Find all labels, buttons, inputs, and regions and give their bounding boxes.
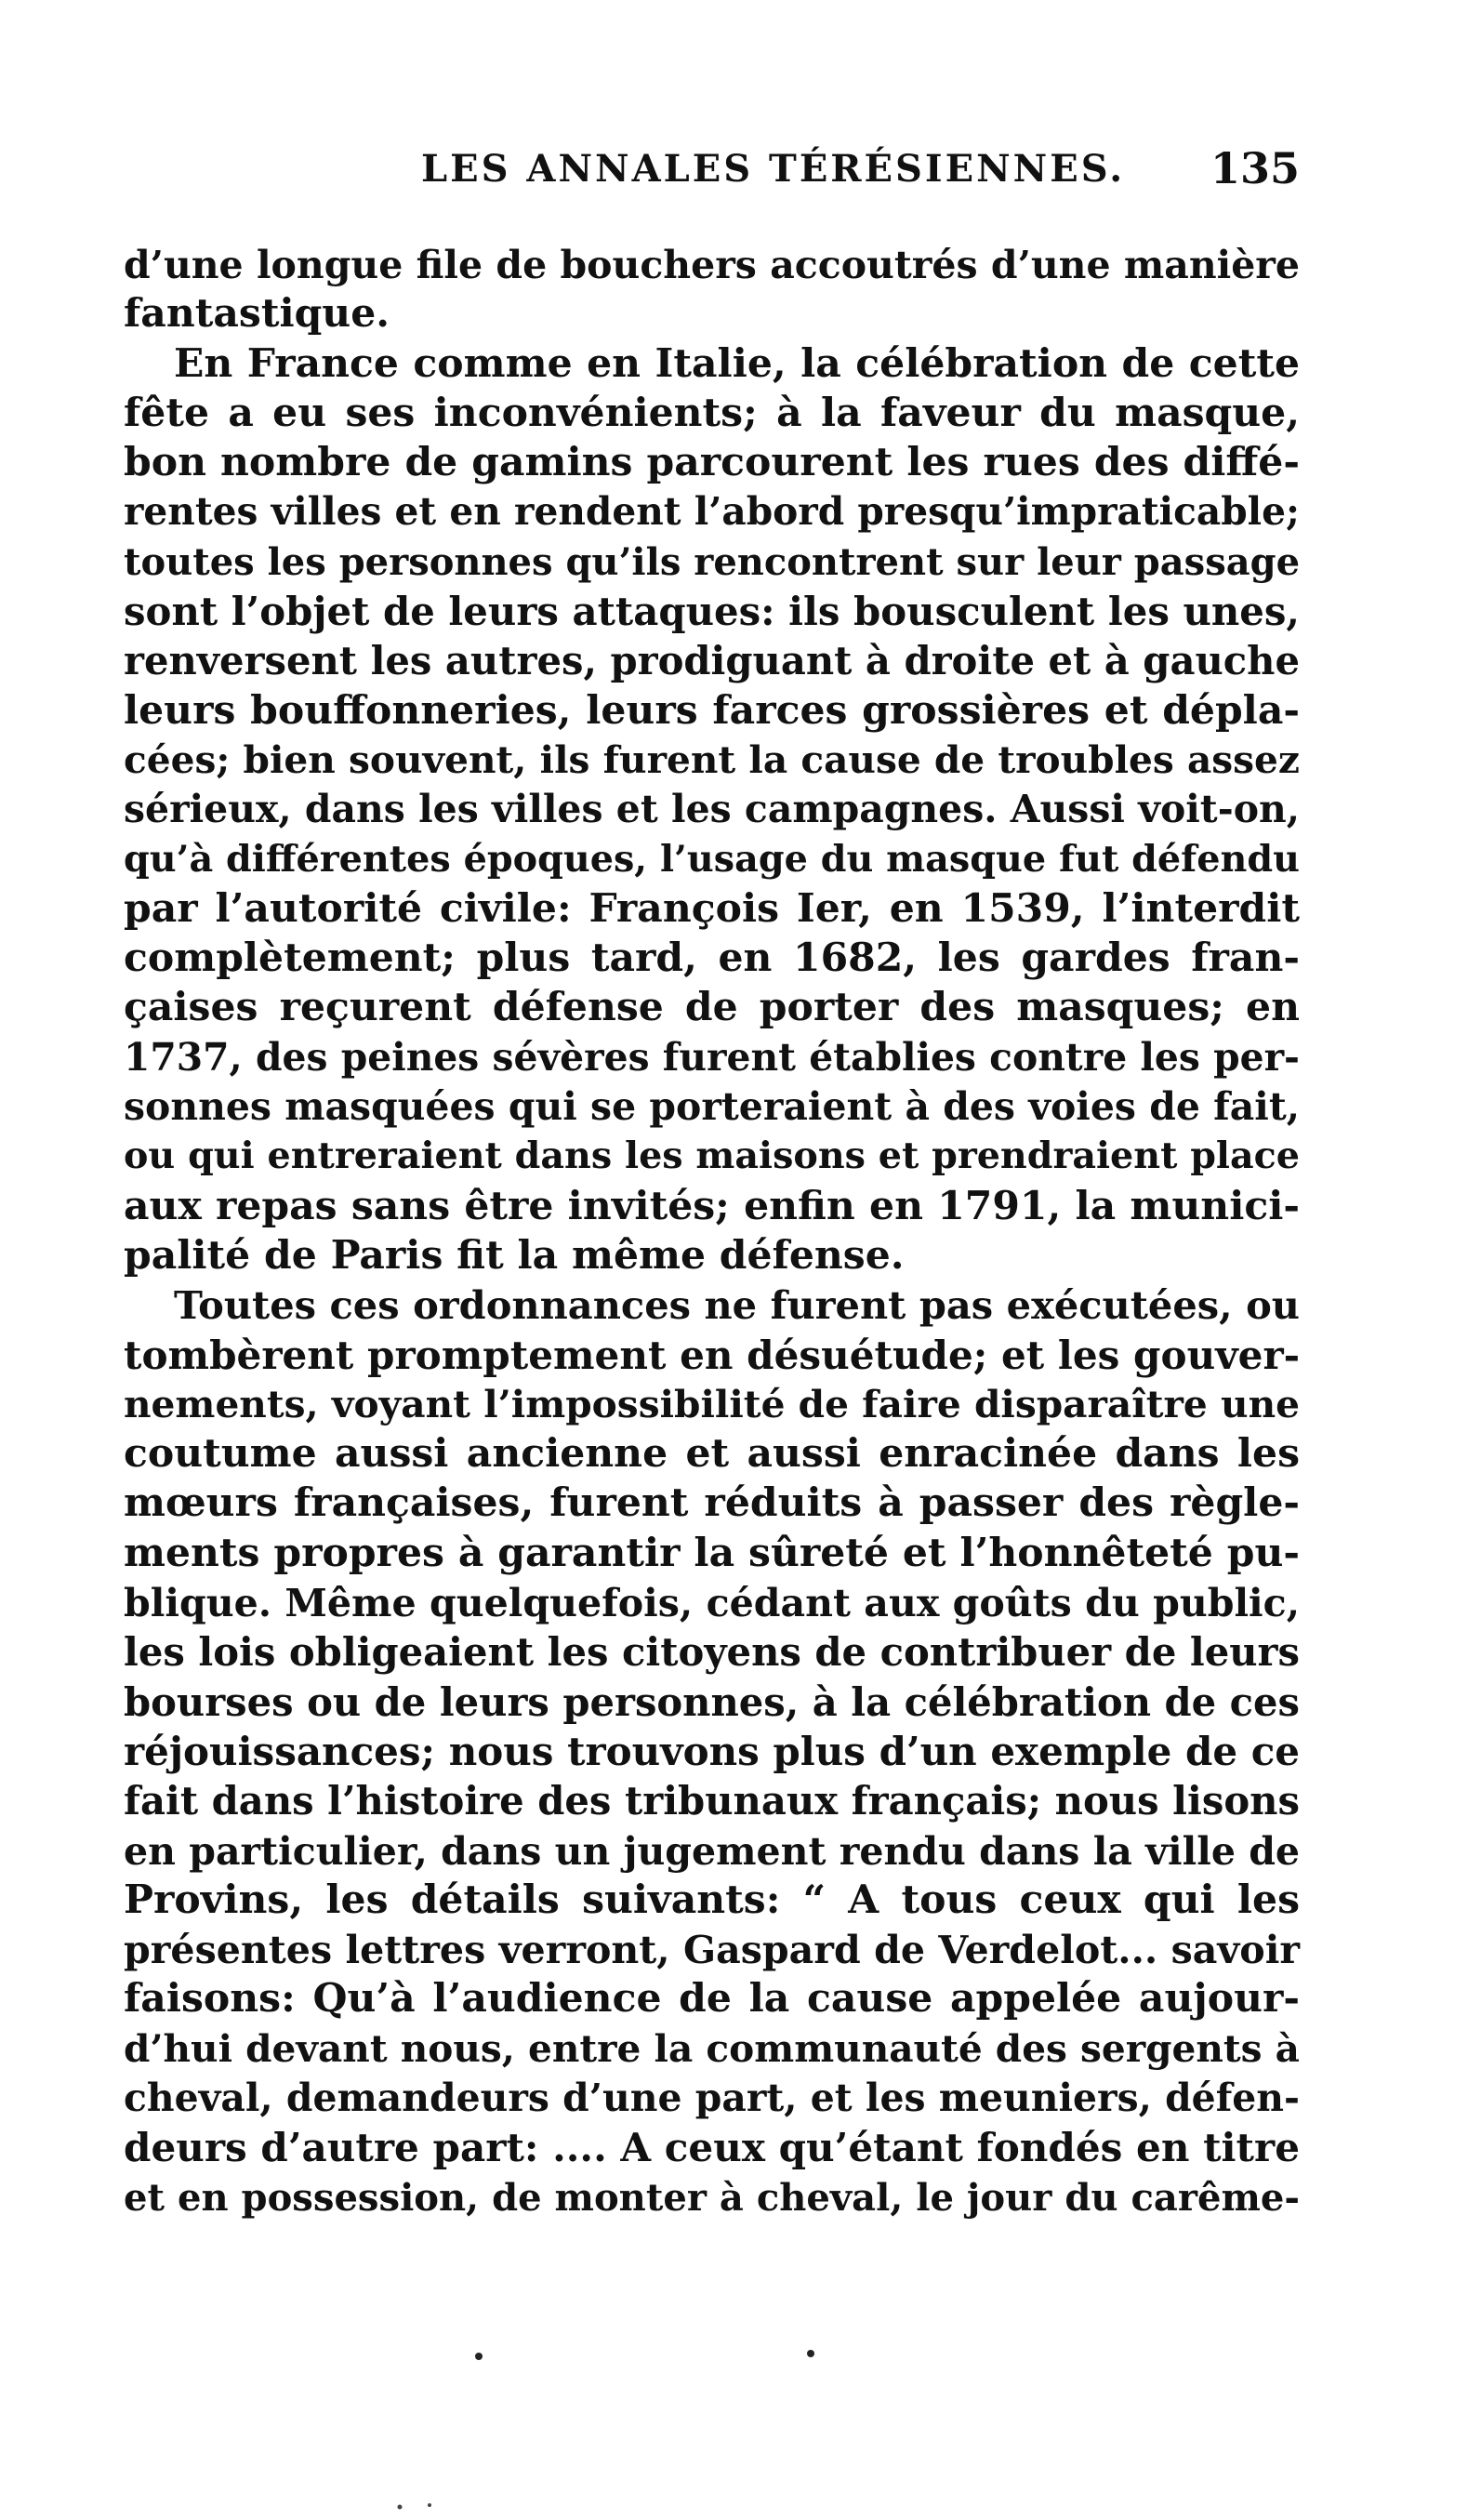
text-line: sérieux, dans les villes et les campagnes. Aussi voit-on, [124,787,1300,832]
text-line: renversent les autres, prodiguant à droite et à gauche [124,638,1300,684]
text-line: rentes villes et en rendent l’abord presqu’impraticable; [124,489,1300,535]
text-line: cées; bien souvent, ils furent la cause de troubles assez [124,736,1300,782]
text-line: faisons: Qu’à l’audience de la cause appelée aujour- [124,1975,1300,2023]
text-line: Provins, les détails suivants: “ A tous ceux qui les [124,1876,1300,1923]
text-line: coutume aussi ancienne et aussi enracinée dans les [124,1430,1300,1478]
text-line: fait dans l’histoire des tribunaux français; nous lisons [124,1778,1300,1824]
text-line: fantastique. [124,290,390,338]
text-line: fête a eu ses inconvénients; à la faveur du masque, [124,389,1300,436]
body-text [124,240,1300,2222]
text-line: çaises reçurent défense de porter des masques; en [124,984,1300,1031]
page-number: 135 [1210,143,1300,193]
text-line: leurs bouffonneries, leurs farces grossières et dépla- [124,686,1300,734]
text-line: en particulier, dans un jugement rendu dans la ville de [124,1827,1301,1874]
text-line: aux repas sans être invités; enfin en 1791, la munici- [124,1182,1300,1229]
text-line: mœurs françaises, furent réduits à passer des règle- [124,1479,1300,1527]
text-line: blique. Même quelquefois, cédant aux goûts du public, [124,1580,1300,1626]
ink-speck [398,2505,403,2510]
text-line: bourses ou de leurs personnes, à la célébration de ces [124,1678,1300,1725]
text-line: sonnes masquées qui se porteraient à des voies de fait, [124,1084,1300,1130]
text-line: nements, voyant l’impossibilité de faire disparaître une [124,1381,1300,1426]
text-line: ments propres à garantir la sûreté et l’honnêteté pu- [124,1529,1300,1576]
page-header [124,143,1300,203]
text-line: et en possession, de monter à cheval, le jour du carême- [124,2175,1301,2220]
text-line: 1737, des peines sévères furent établies contre les per- [124,1034,1300,1080]
text-line: d’hui devant nous, entre la communauté des sergents à [124,2025,1300,2071]
text-line: Toutes ces ordonnances ne furent pas exécutées, ou [174,1282,1300,1329]
text-line: réjouissances; nous trouvons plus d’un exemple de ce [124,1728,1300,1774]
text-line: qu’à différentes époques, l’usage du masque fut défendu [124,837,1300,881]
ink-speck [428,2503,431,2507]
text-line: ou qui entreraient dans les maisons et prendraient place [124,1134,1300,1178]
text-line: d’une longue file de bouchers accoutrés d’une manière [124,242,1300,287]
text-line: bon nombre de gamins parcourent les rues des diffé- [124,439,1300,486]
text-line: toutes les personnes qu’ils rencontrent sur leur passage [124,539,1301,584]
text-line: complètement; plus tard, en 1682, les gardes fran- [124,935,1300,982]
text-line: les lois obligeaient les citoyens de contribuer de leurs [124,1629,1300,1676]
ink-speck [475,2353,483,2360]
text-line: par l’autorité civile: François Ier, en 1539, l’interdit [124,884,1300,932]
ink-speck [807,2350,814,2357]
text-line: présentes lettres verront, Gaspard de Verdelot... savoir [124,1927,1300,1973]
text-line: palité de Paris fit la même défense. [124,1231,905,1279]
running-head: LES ANNALES TÉRÉSIENNES. [421,147,1126,191]
text-line: sont l’objet de leurs attaques: ils bousculent les unes, [124,589,1300,635]
text-line: En France comme en Italie, la célébration de cette [174,339,1300,387]
text-line: cheval, demandeurs d’une part, et les meuniers, défen- [124,2075,1300,2120]
text-line: tombèrent promptement en désuétude; et les gouver- [124,1331,1301,1378]
text-line: deurs d’autre part: .... A ceux qu’étant fondés en titre [124,2124,1300,2171]
